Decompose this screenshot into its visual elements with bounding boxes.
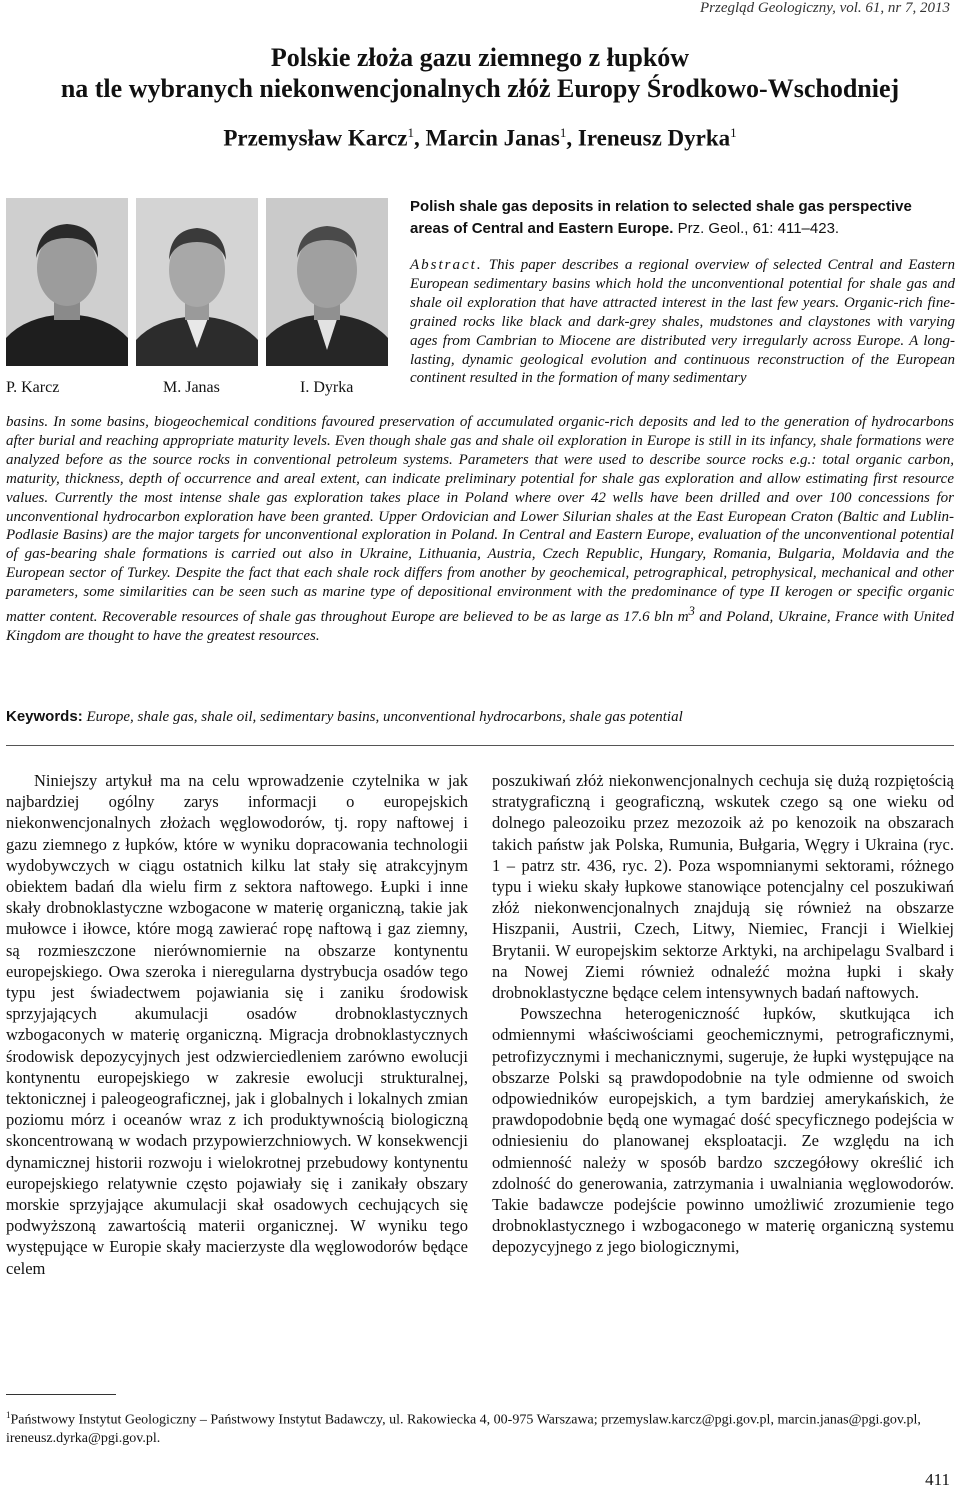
abstract-text-rest-a: basins. In some basins, biogeochemical conditions favoured preservation of accumulated organic-rich deposits and led to the generation of hydrocarbons after burial and reaching appropriate maturity levels. Even though shale gas and shale oil exploration in Europe is still in its infancy, shale formations were analyzed before as the source rocks in conventional petroleum systems. Parameters that were used to describe source rocks e.g.: total organic carbon, maturity, thickness, depth of occurrence and areal extent, can indicate preliminary potential for shale gas exploration and allow estimating first resource values. Currently the most intense shale gas exploration takes place in Poland where over 42 wells have been drilled and over 100 concessions for unconventional hydrocarbon exploration have been granted. Upper Ordovician and Lower Silurian shales at the East European Craton (Baltic and Lublin-Podlasie Basins) are the major targets for unconventional exploration in Poland. In Central and Eastern Europe, evaluation of the unconventional potential of gas-bearing shale formations is carried out also in Ukraine, Lithuania, Austria, Czech Republic, Hungary, Romania, Bulgaria, Moldavia and the European sector of Turkey. Despite the fact that each shale rock differs from another by geochemical, petrographical, petrophysical, mechanical and other parameters, some similarities can be seen such as marine type of depositional environment with the predominance of type II kerogen or specific organic matter content. Recoverable resources of shale gas throughout Europe are believed to be as large as 17.6 bln m — [6, 414, 954, 626]
author-separator: , — [413, 125, 426, 151]
author-photo-janas — [136, 198, 258, 366]
title-line-1: Polskie złoża gazu ziemnego z łupków — [270, 43, 690, 72]
authors-line — [0, 125, 960, 152]
page-number: 411 — [925, 1470, 950, 1489]
author-affiliation: 1 — [730, 125, 737, 140]
photo-caption-dyrka: I. Dyrka — [300, 379, 354, 396]
journal-header: Przegląd Geologiczny, vol. 61, nr 7, 2013 — [700, 0, 950, 16]
abstract-superscript: 3 — [688, 604, 695, 619]
paragraph: Niniejszy artykuł ma na celu wprowadzenie czytelnika w jak najbardziej ogólny zarys informacji o europejskich niekonwencjonalnych złożach węglowodorów, tj. ropy naftowej i gazu ziemnego z łupków, które w wyniku dopracowania technologii wydobywczych w ciągu ostatnich kilku lat stały się atrakcyjnym obiektem badań dla wielu firm z sektora naftowego. Łupki i inne skały drobnoklastyczne wzbogacone w materię organiczną, takie jak mułowce i iłowce, które mogą zawierać ropę naftową i gaz ziemny, są rozmieszczone nierównomiernie na obszarze kontynentu europejskiego. Owa szeroka i nieregularna dystrybucja osadów tego typu jest świadectwem pojawiania się i zaniku środowisk sprzyjających akumulacji osadów drobnoklastycznych wzbogaconych w materię organiczną. Migracja drobnoklastycznych środowisk depozycyjnych jest odzwierciedleniem zarówno ewolucji kontynentu europejskiego w zakresie ewolucji strukturalnej, tektonicznej i paleogeograficznej, jak i globalnych i lokalnych zmian poziomu mórz i oceanów wraz z ich produktywnością biologiczną skoncentrowaną w wodach przypowierzchniowych. W konsekwencji dynamicznej historii rozwoju i wielokrotnej przebudowy kontynentu europejskiego relatywnie często pojawiały się i zanikały obszary morskie sprzyjające akumulacji skał osadowych cechujących się podwyższoną zawartością materii organicznej. W wyniku tego występujące w Europie skały macierzyste dla węglowodorów będące celem — [6, 771, 468, 1278]
citation-title: Polish shale gas deposits in relation to selected shale gas perspective areas of Central and Eastern Europe. — [410, 198, 912, 237]
paragraph: Powszechna heterogeniczność łupków, skutkująca ich odmiennymi właściwościami geochemicznymi, petrograficznymi, petrofizycznymi i mechanicznymi, sugeruje, że łupki występujące na obszarze Polski są prawdopodobnie na tyle odmienne od swoich odpowiedników europejskich, a tym bardziej amerykańskich, że prawdopodobnie będą one wymagać dość specyficznego podejścia w odniesieniu do planowanej eksploatacji. Ze względu na ich odmienność należy w sposób bardzo szczegółowy określić ich zdolność do generowania, zatrzymania i uwalniania węglowodorów. Takie badawcze podejście powinno umożliwić zrozumienie tego drobnoklastycznego i wzbogaconego w materię organiczną systemu depozycyjnego z jego biologicznymi, — [492, 1004, 954, 1257]
author-name: Przemysław Karcz — [223, 125, 408, 151]
author-separator: , — [566, 125, 578, 151]
citation-source: Prz. Geol., 61: 411–423. — [673, 220, 840, 237]
author-name: Marcin Janas — [425, 125, 560, 151]
paragraph: poszukiwań złóż niekonwencjonalnych cechuja się dużą rozpiętością stratygraficzną i geograficzną, wskutek czego są one wieku od dolnego paleozoiku przez mezozoik aż po kenozoik na obszarach takich państw jak Polska, Rumunia, Bułgaria, Węgry i Ukraina (ryc. 1 – patrz str. 436, ryc. 2). Poza wspomnianymi sektorami, różnego typu i wieku skały łupkowe stanowiące potencjalny cel poszukiwań złóż niekonwencjonalnych znajdują się również na obszarze Hiszpanii, Austrii, Czech, Litwy, Niemiec, Francji i Wielkiej Brytanii. W europejskim sektorze Arktyki, na archipelagu Svalbard i na Nowej Ziemi również odnaleźć można łupki i skały drobnoklastyczne będące celem intensywnych badań naftowych. — [492, 771, 954, 1003]
author-photo-karcz — [6, 198, 128, 366]
abstract-label: Abstract. — [410, 257, 483, 273]
english-citation — [410, 196, 955, 240]
author-affiliation: 1 — [407, 125, 414, 140]
abstract-top — [410, 256, 955, 388]
keywords — [6, 708, 954, 726]
title-line-2: na tle wybranych niekonwencjonalnych złóż Europy Środkowo-Wschodniej — [60, 74, 900, 103]
footnote-text: Państwowy Instytut Geologiczny – Państwowy Instytut Badawczy, ul. Rakowiecka 4, 00-975 Warszawa; przemyslaw.karcz@pgi.gov.pl, marcin.janas@pgi.gov.pl, ireneusz.dyrka@pgi.gov.pl. — [6, 1412, 921, 1446]
keywords-text: Europe, shale gas, shale oil, sedimentary basins, unconventional hydrocarbons, shale gas potential — [82, 709, 683, 725]
author-affiliation: 1 — [559, 125, 567, 140]
abstract-text-rest-b: and Poland, Ukraine, France with United Kingdom are thought to have the greatest resources. — [6, 609, 955, 644]
author-name: Ireneusz Dyrka — [577, 125, 731, 151]
article-title — [0, 42, 960, 104]
keywords-label: Keywords: — [6, 708, 83, 725]
author-photo-dyrka — [266, 198, 388, 366]
footnote-divider — [6, 1394, 116, 1395]
photo-caption-karcz: P. Karcz — [6, 379, 60, 396]
section-divider — [6, 745, 954, 746]
body-column-right — [492, 770, 954, 1258]
footnote — [6, 1406, 956, 1448]
abstract-text-top: This paper describes a regional overview of selected Central and Eastern European sedimentary basins which hold the unconventional potential for shale gas and shale oil exploration that have attracted interest in the last few years. Organic-rich fine-grained rocks like black and dark-grey shales, mudstones and claystones with varying ages from Cambrian to Miocene are distributed very irregularly across Europe. A long-lasting, dynamic geological evolution and continuous reconstruction of the European continent resulted in the formation of many sedimentary — [410, 257, 955, 387]
body-column-left — [6, 770, 468, 1279]
photo-caption-janas: M. Janas — [163, 379, 220, 396]
footnote-marker: 1 — [6, 1410, 11, 1420]
abstract-continuation — [6, 413, 954, 646]
